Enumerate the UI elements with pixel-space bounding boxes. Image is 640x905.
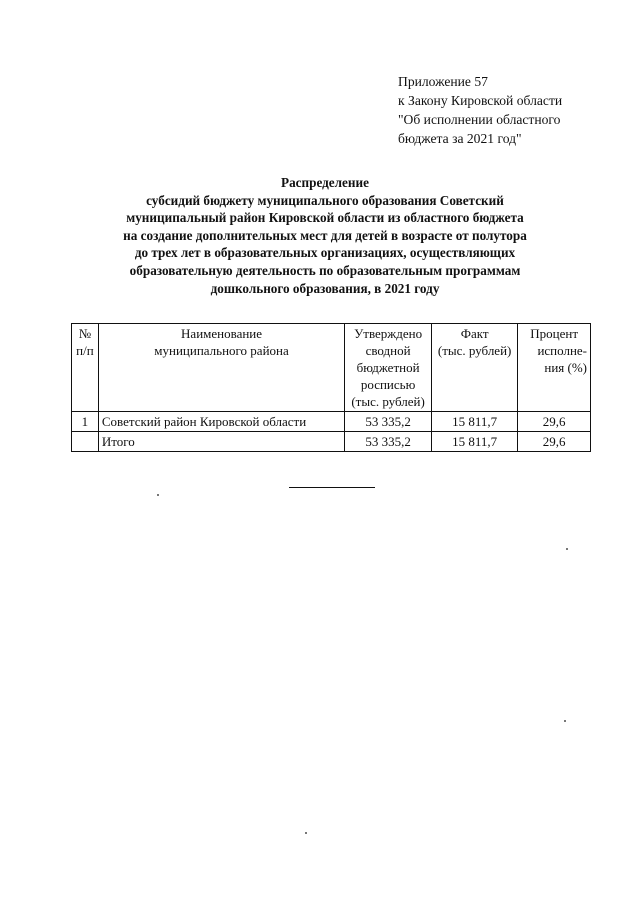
header-fact [431, 324, 517, 412]
subsidy-table [71, 323, 591, 452]
header-text: ния (%) [544, 360, 587, 375]
header-text: (тыс. рублей) [437, 343, 512, 358]
cell-name: Итого [98, 432, 344, 452]
header-text: Наименование [181, 326, 263, 341]
header-no [72, 324, 99, 412]
title-line: муниципальный район Кировской области из областного бюджета [126, 210, 524, 226]
cell-approved: 53 335,2 [345, 432, 432, 452]
title-line: дошкольного образования, в 2021 году [210, 280, 440, 296]
table-row [72, 412, 591, 432]
title-line: Распределение [281, 175, 369, 190]
annex-reference [398, 72, 628, 148]
cell-fact: 15 811,7 [431, 412, 517, 432]
cell-no [72, 432, 99, 452]
header-text: № [78, 326, 92, 341]
cell-name: Советский район Кировской области [98, 412, 344, 432]
title-line: образовательную деятельность по образовательным программам [129, 262, 521, 278]
annex-line: к Закону Кировской области [398, 93, 563, 108]
header-text: исполне- [537, 343, 587, 358]
document-title [70, 174, 580, 297]
header-text: муниципального района [154, 343, 289, 358]
header-name [98, 324, 344, 412]
header-approved [345, 324, 432, 412]
scan-speck [566, 548, 568, 550]
end-divider [289, 487, 375, 488]
annex-line: "Об исполнении областного [398, 112, 561, 127]
cell-approved: 53 335,2 [345, 412, 432, 432]
cell-percent: 29,6 [518, 412, 591, 432]
header-percent [518, 324, 591, 412]
header-text: Факт [460, 326, 489, 341]
title-line: субсидий бюджету муниципального образования Советский [146, 192, 504, 208]
scan-speck [564, 720, 566, 722]
annex-line: Приложение 57 [398, 74, 488, 89]
scan-speck [305, 832, 307, 834]
header-text: Процент [530, 326, 579, 341]
header-text: росписью [360, 377, 416, 392]
header-text: Утверждено [354, 326, 423, 341]
title-line: до трех лет в образовательных организациях, осуществляющих [134, 245, 516, 261]
header-text: (тыс. рублей) [351, 394, 425, 409]
title-line: на создание дополнительных мест для детей в возрасте от полутора [123, 227, 527, 243]
cell-percent: 29,6 [518, 432, 591, 452]
header-text: бюджетной [356, 360, 420, 375]
total-row [72, 432, 591, 452]
table-header-row [72, 324, 591, 412]
header-text: п/п [76, 343, 94, 358]
cell-fact: 15 811,7 [431, 432, 517, 452]
annex-line: бюджета за 2021 год" [398, 131, 522, 146]
header-text: сводной [365, 343, 411, 358]
cell-no: 1 [72, 412, 99, 432]
scan-speck [157, 494, 159, 496]
